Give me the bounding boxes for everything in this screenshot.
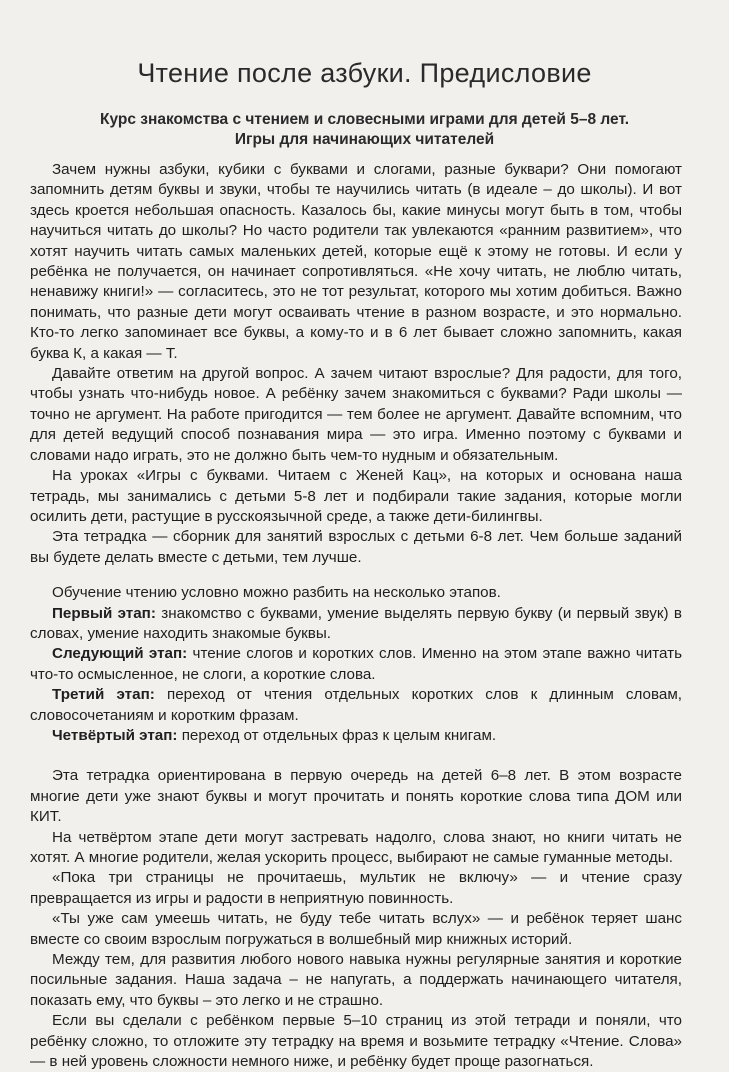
paragraph-text: переход от отдельных фраз к целым книгам. (177, 726, 497, 744)
stage-label: Следующий этап: (52, 645, 188, 663)
paragraph (30, 868, 682, 909)
paragraph (30, 527, 682, 568)
paragraph (30, 583, 682, 603)
paragraph (30, 909, 682, 950)
paragraph (30, 160, 682, 364)
page-title: Чтение после азбуки. Предисловие (137, 58, 592, 88)
paragraph (30, 466, 682, 527)
paragraph-text: Эта тетрадка — сборник для занятий взрослых с детьми 6-8 лет. Чем больше заданий вы будете делать вместе с детьми, тем лучше. (30, 528, 682, 566)
page-subtitle (60, 110, 669, 150)
paragraph (30, 828, 682, 869)
paragraph-text: «Пока три страницы не прочитаешь, мультик не включу» — и чтение сразу превращается из игры и радости в неприятную повинность. (30, 869, 682, 907)
paragraph-text: Между тем, для развития любого нового навыка нужны регулярные занятия и короткие посильные задания. Наша задача – не напугать, а поддержать начинающего читателя, показать ему, что буквы – это легко и не страшно. (30, 951, 682, 1009)
paragraph-text: чтение слогов и коротких слов. Именно на этом этапе важно читать что-то осмысленное, не слоги, а короткие слова. (30, 645, 683, 683)
paragraph-text: Зачем нужны азбуки, кубики с буквами и слогами, разные буквари? Они помогают запомнить детям буквы и звуки, чтобы те научились читать (в идеале – до школы). И вот здесь кроется небольшая опасность. Казалось бы, какие минусы могут быть в том, чтобы научиться читать до школы? Но часто родители так увлекаются «ранним развитием», что хотят научить читать самых маленьких детей, которые ещё к этому не готовы. И если у ребёнка не получается, он начинает сопротивляться. «Не хочу читать, не люблю читать, ненавижу книги!» — согласитесь, это не тот результат, которого мы хотим добиться. Важно понимать, что разные дети могут осваивать чтение в разном возрасте, и это нормально. Кто-то легко запоминает все буквы, а кому-то и в 6 лет бывает сложно запомнить, какая буква К, а какая — Т. (30, 161, 682, 362)
paragraph (30, 604, 682, 645)
paragraph (30, 766, 682, 827)
stage-label: Третий этап: (52, 686, 155, 704)
paragraph-text: знакомство с буквами, умение выделять первую букву (и первый звук) в словах, умение находить знакомые буквы. (30, 604, 682, 642)
paragraph (30, 364, 682, 466)
paragraph-text: На четвёртом этапе дети могут застревать надолго, слова знают, но книги читать не хотят. А многие родители, желая ускорить процесс, выбирают не самые гуманные методы. (30, 828, 682, 866)
paragraph-text: Давайте ответим на другой вопрос. А зачем читают взрослые? Для радости, для того, чтобы узнать что-нибудь новое. А ребёнку зачем знакомиться с буквами? Ради школы — точно не аргумент. На работе пригодится — тем более не аргумент. Давайте вспомним, что для детей ведущий способ познавания мира — это игра. Именно поэтому с буквами и словами надо играть, это не должно быть чем-то нудным и обязательным. (30, 365, 682, 464)
paragraph (30, 726, 682, 746)
paragraph (30, 644, 682, 685)
paragraph-text: «Ты уже сам умеешь читать, не буду тебе читать вслух» — и ребёнок теряет шанс вместе со своим взрослым погружаться в волшебный мир книжных историй. (30, 910, 682, 948)
paragraph-text: Обучение чтению условно можно разбить на несколько этапов. (52, 584, 501, 602)
subtitle-line-1: Курс знакомства с чтением и словесными играми для детей 5–8 лет. (99, 111, 629, 128)
paragraph-text: Если вы сделали с ребёнком первые 5–10 страниц из этой тетради и поняли, что ребёнку сложно, то отложите эту тетрадку на время и возьмите тетрадку «Чтение. Слова» — в ней уровень сложности немного ниже, и ребёнку будет проще разогнаться. (30, 1012, 682, 1071)
paragraph (30, 1011, 682, 1072)
paragraph-text: На уроках «Игры с буквами. Читаем с Женей Кац», на которых и основана наша тетрадь, мы занимались с детьми 5-8 лет и подбирали такие задания, которые могли осилить дети, растущие в русскоязычной среде, а также дети-билингвы. (30, 467, 682, 525)
paragraph-text: переход от чтения отдельных коротких слов к длинным словам, словосочетаниям и коротким фразам. (30, 686, 683, 724)
body-text (30, 160, 682, 1072)
stage-label: Четвёртый этап: (52, 726, 178, 744)
subtitle-line-2: Игры для начинающих читателей (234, 131, 495, 148)
paragraph-text: Эта тетрадка ориентирована в первую очередь на детей 6–8 лет. В этом возрасте многие дети уже знают буквы и могут прочитать и понять короткие слова типа ДОМ или КИТ. (30, 767, 682, 826)
paragraph (30, 685, 682, 726)
paragraph (30, 950, 682, 1011)
stage-label: Первый этап: (52, 604, 156, 622)
